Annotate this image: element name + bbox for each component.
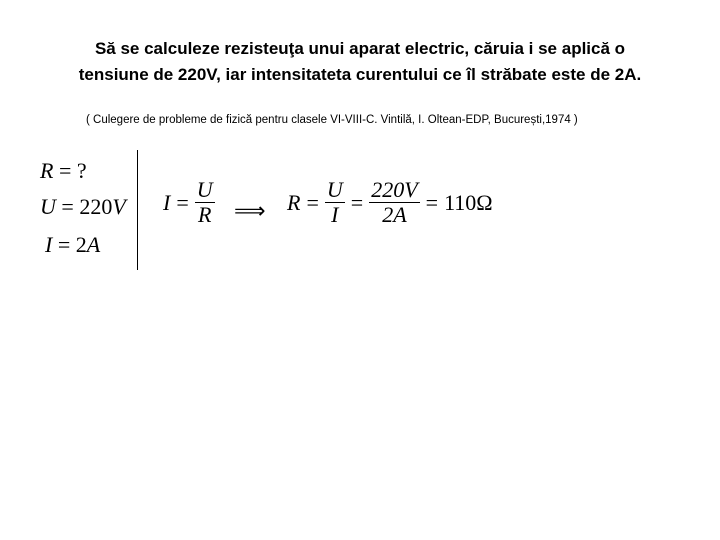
given-i-unit: A bbox=[86, 232, 101, 257]
given-i-symbol: I bbox=[45, 232, 53, 257]
formula-fraction bbox=[195, 178, 215, 227]
given-separator-line bbox=[137, 150, 138, 270]
given-voltage: U = 220V bbox=[40, 194, 126, 219]
given-resistance: R = ? bbox=[40, 158, 87, 183]
formula-denominator: R bbox=[197, 202, 212, 227]
source-citation: ( Culegere de probleme de fizică pentru clasele VI-VIII-C. Vintilă, I. Oltean-EDP, București,1974 ) bbox=[86, 114, 578, 126]
given-r-value: ? bbox=[76, 158, 87, 183]
solution-frac1-numerator: U bbox=[326, 177, 343, 202]
problem-line-2: tensiune de 220V, iar intensitateta curentului ce îl străbate este de 2A. bbox=[78, 65, 642, 84]
given-u-symbol: U bbox=[40, 194, 56, 219]
problem-statement bbox=[0, 36, 720, 88]
given-r-symbol: R bbox=[40, 158, 54, 183]
given-current: I = 2A bbox=[45, 232, 101, 257]
solution-result: 110Ω bbox=[444, 189, 493, 215]
solution-fraction-numeric bbox=[369, 178, 419, 227]
solution-fraction-symbolic bbox=[325, 178, 345, 227]
formula-numerator: U bbox=[196, 177, 213, 202]
solution-lhs: R bbox=[287, 189, 301, 215]
ohms-law-formula: I = $\frac{U}{R}$ bbox=[163, 177, 213, 227]
solution-frac2-denominator: 2A bbox=[382, 202, 407, 227]
solution-equation: R = $\frac{U}{I}$ = $\frac{220V}{2A}$ = 110Ω bbox=[287, 177, 493, 227]
formula-lhs: I bbox=[163, 189, 171, 215]
given-u-unit: V bbox=[112, 194, 126, 219]
given-i-value: 2 bbox=[75, 232, 87, 257]
solution-frac1-denominator: I bbox=[331, 202, 339, 227]
implies-arrow: ⟹ bbox=[234, 198, 266, 223]
problem-line-1: Să se calculeze rezisteuţa unui aparat electric, căruia i se aplică o bbox=[94, 39, 626, 58]
given-u-value: 220 bbox=[79, 194, 113, 219]
solution-frac2-numerator: 220V bbox=[371, 177, 418, 202]
